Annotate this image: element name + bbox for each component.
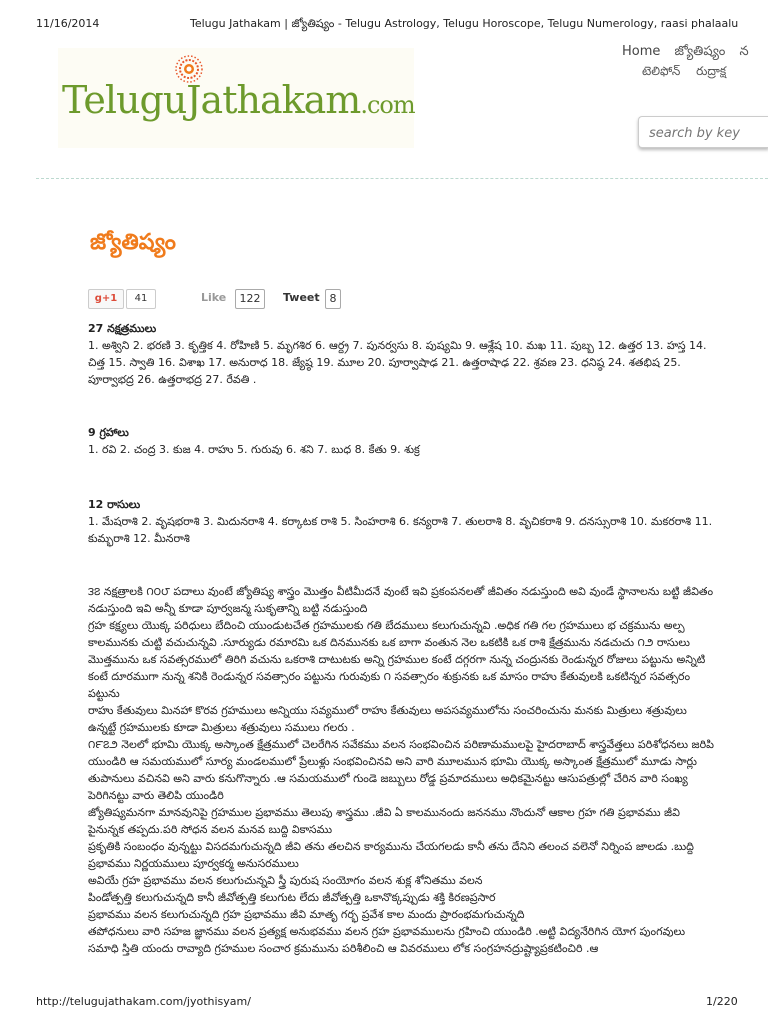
print-page-title: Telugu Jathakam | జ్యోతిష్యం - Telugu Astrology, Telugu Horoscope, Telugu Numerology, raasi phalaalu (190, 17, 739, 30)
page-title: జ్యోతిష్యం (90, 230, 176, 255)
gplus-count: 41 (126, 289, 156, 309)
facebook-like-count: 122 (235, 289, 265, 309)
nav-rudraksha[interactable]: రుద్రాక్ష (696, 64, 727, 78)
grahas-list: 1. రవి 2. చంద్ర 3. కుజ 4. రాహు 5. గురువు 6. శని 7. బుధ 8. కేతు 9. శుక్ర (88, 443, 420, 456)
tweet-count: 8 (325, 289, 341, 309)
body-paragraph: జ్యోతిష్యమనగా మానవునిపై గ్రహముల ప్రభావము తెలుపు శాస్త్రము .జీవి ఏ కాలమునందు జననము నొందునో ఆకాల గ్రహ గతి ప్రభావము జీవి పైనున్నక తప్పదు.పరి సోధన వలన మనవ బుద్ది వికాసము (88, 806, 680, 836)
rasis-list: 1. మేషరాశి 2. వృషభరాశి 3. మిదునరాశి 4. కర్కాటక రాశి 5. సింహరాశి 6. కన్యరాశి 7. తులరాశి 8. వృచికరాశి 9. దనస్సురాశి 10. మకరరాశి 11. కుమ్భరాశి 12. మీనరాశి (88, 515, 713, 545)
body-paragraph: ౩౭ నక్షత్రాలకి ౧౦౮ పదాలు వుంటే జ్యోతిష్య శాస్త్రం మొత్తం వీటిమీదనే వుంటే ఇవి ప్రకంపనలతో జీవితం నడుస్తుంది అవి వుండే స్థానాలను బట్టి జీవితం నడుస్తుంది ఇవి అన్నీ కూడా పూర్వజన్మ సుకృతాన్ని బట్టి నడుస్తుంది (88, 585, 714, 615)
body-paragraph: ప్రభావము వలన కలుగుచున్నది గ్రహ ప్రభావము జీవి మాతృ గర్భ ప్రవేశ కాల మందు ప్రారంభమగుచున్నది (88, 908, 525, 921)
body-paragraph: రాహు కేతువులు మినహా కొరవ గ్రహములు అన్నియు సవ్యములో రాహు కేతువులు అపసవ్యములోను సంచరించును మనకు మిత్రులు శత్రువులు ఉన్నట్టే గ్రహములకు కూడా మిత్రులు శత్రువులు సములు గలరు . (88, 704, 687, 734)
rasis-heading: 12 రాసులు (88, 498, 141, 511)
grahas-heading: 9 గ్రహాలు (88, 426, 129, 439)
nakshatras-list: 1. అశ్విని 2. భరణి 3. కృత్తిక 4. రోహిణి 5. మృగశిర 6. ఆర్ద్ర 7. పునర్వసు 8. పుష్యమి 9. ఆశ్లేష 10. మఖ 11. పుబ్బ 12. ఉత్తర 13. హస్త 14. చిత్త 15. స్వాతి 16. విశాఖ 17. అనురాధ 18. జ్యేష్ఠ 19. మూల 20. పూర్వాషాఢ 21. ఉత్తరాషాఢ 22. శ్రవణ 23. ధనిష్ఠ 24. శతభిష 25. పూర్వాభద్ర 26. ఉత్తరాభద్ర 27. రేవతి . (88, 339, 707, 386)
body-paragraph: పిండోత్పత్తి కలుగుచున్నది కానీ జీవోత్పత్తి కలుగుట లేదు జీవోత్పత్తి ఒకానొక్కప్పుడు శక్తి కిరణప్రసార (88, 891, 496, 904)
body-paragraph: తపోధనులు వారి సహజ జ్ఞానము వలన ప్రత్యక్ష అనుభవము వలన గ్రహ ప్రభావములను గ్రహించి యుండిరి .అట్టి విద్యనేరిగిన యోగ పుంగవులు సమాధి స్తితి యందు రావ్యాది గ్రహముల సంచార క్రమమును పరిశీలించి ఆ వివరములు లోక సంగ్రహనద్రుష్ట్యాప్రకటించిరి .ఆ (88, 925, 686, 955)
header-divider (36, 178, 768, 179)
print-date: 11/16/2014 (36, 17, 100, 30)
print-page-number: 1/220 (706, 995, 738, 1008)
body-paragraph: గ్రహ కక్ష్యలు యొక్క పరిధులు బేదించి యుండుటచేత గ్రహములకు గతి బేదములు కలుగుచున్నవి .అధిక గతి గల గ్రహములు భ చక్రమును అల్ప కాలమునకు చుట్టి వచుచున్నవి .సూర్యుడు రమారమి ఒక దినమునకు ఒక బాగా వంతున నెల ఒకటికి ఒక రాశి క్షేత్రమును నడచుచు ౧౨ రాసులు మొత్తమును ఒక సవత్సరములో తిరిగి వచును ఒకరాశి దాటుటకు అన్ని గ్రహముల కంటే దగ్గరగా నున్న చంద్రునకు రెండున్నర రోజులు పట్టును అన్నిటి కంటే దూరముగా నున్న శనికి రెండున్నర సవత్సారం పట్టును గురువుకు ౧ సవత్సారం శుక్రునకు ఒక మాసం రాహు కేతువులకి ఒకటిన్నర సవత్సరం పట్టును (88, 619, 706, 700)
nav-home[interactable]: Home (622, 44, 661, 59)
logo-name: TeluguJathakam (62, 78, 361, 122)
tweet-button[interactable]: Tweet (283, 291, 320, 304)
gplus-button[interactable]: g+1 (88, 289, 124, 309)
nav-jyothisyam[interactable]: జ్యోతిష్యం (674, 44, 726, 59)
top-navigation (622, 44, 759, 81)
nav-telephone[interactable]: టెలిఫోన్ (642, 64, 681, 78)
search-input[interactable] (647, 119, 768, 147)
facebook-like-button[interactable]: Like (201, 291, 227, 304)
site-logo[interactable] (58, 48, 414, 148)
search-box (638, 116, 768, 148)
logo-wordmark (62, 78, 415, 122)
body-paragraph: ప్రకృతికి సంబంధం వున్నట్టు విసదమగుచున్నది జీవి తను తలచిన కార్యమును చేయగలడు కానీ తను దేనిని తలంచ వలెనో నిర్నింప జాలడు .బుద్ది ప్రభావము నిర్ణయములు పూర్వకర్మ అనుసరములు (88, 840, 694, 870)
print-url: http://telugujathakam.com/jyothisyam/ (36, 995, 251, 1008)
body-paragraph: ౧౯౭౨ నెలలో భూమి యొక్క అస్కాంత క్షేత్రములో చెలరేగిన సవేకము వలన సంభవించిన పరిణామములపై హైదరాబాద్ శాస్త్రవేత్తలు పరిశోధనలు జరిపి యుండిరి ఆ సమయములో సూర్య మండలములో ప్రేలుళ్లు సంభవించినవి అని వారి మూలమున భూమి యొక్క అస్కాంత క్షేత్రములో మూడు సార్లు తుపానులు వచినవి అని వారు కనుగొన్నారు .ఆ సమయములో గుండె జబ్బులు రోడ్డ ప్రమాదములు అధికమైనట్టు ఆసుపత్రుల్లో చేరిన వారి సంఖ్య పెరిగినట్టు వారు తెలిపి యుండిరి (88, 738, 714, 802)
nakshatras-heading: 27 నక్షత్రములు (88, 322, 157, 335)
body-paragraph: అవియే గ్రహ ప్రభావము వలన కలుగుచున్నవి స్త్రీ పురుష సంయోగం వలన శుక్ల శోనితము వలన (88, 874, 483, 887)
logo-suffix: .com (360, 91, 415, 119)
nav-item-truncated[interactable]: న (739, 44, 749, 59)
article-content (88, 320, 718, 957)
